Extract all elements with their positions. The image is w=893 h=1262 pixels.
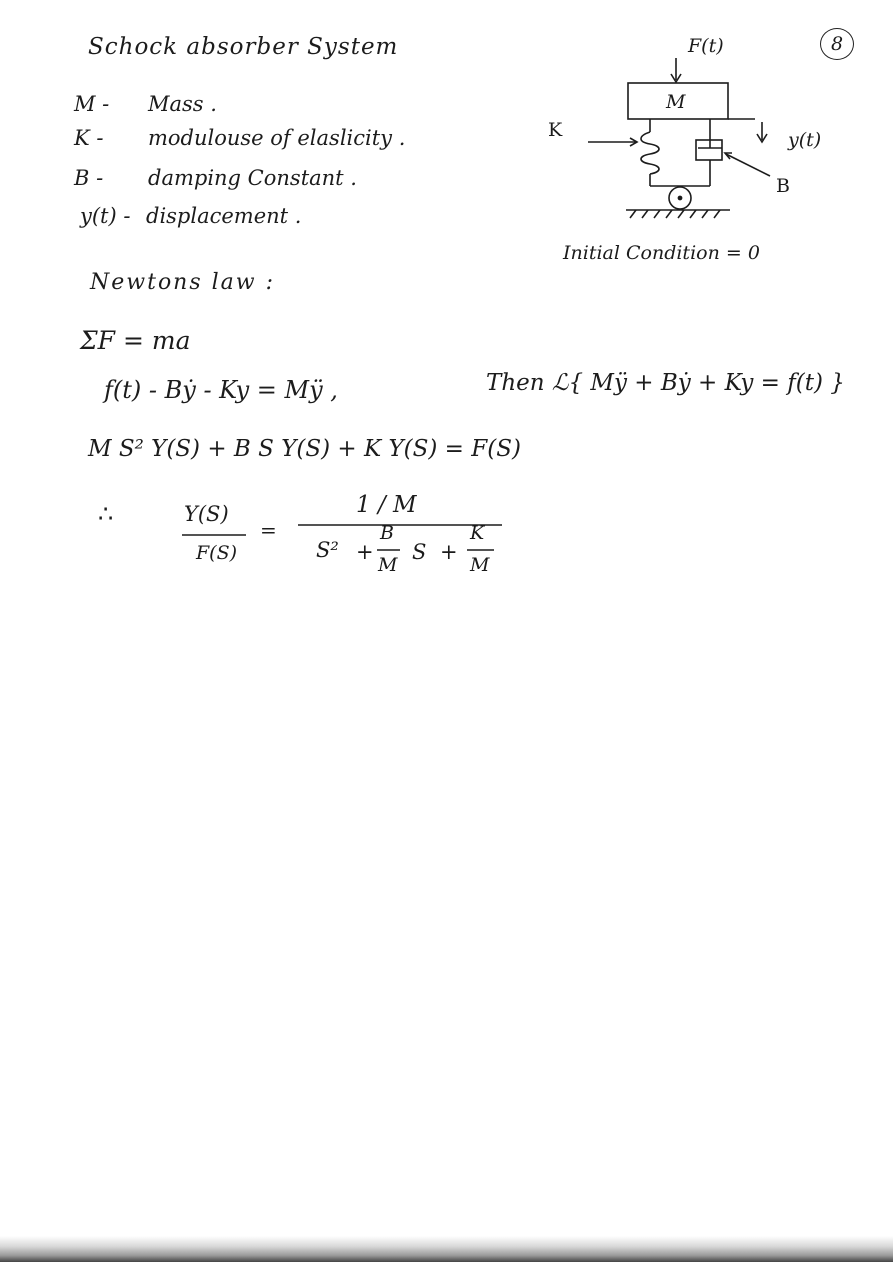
tf-equals-sign: =: [260, 518, 277, 542]
scan-bottom-edge: [0, 1236, 893, 1262]
definition-stiffness: [74, 126, 405, 150]
den-s-squared: S²: [316, 538, 339, 562]
force-label: F(t): [688, 35, 724, 57]
den-plus: +: [356, 540, 374, 564]
definition-damping: [74, 166, 357, 190]
definition-meaning: modulouse of elaslicity .: [148, 126, 406, 150]
definition-meaning: Mass .: [148, 92, 217, 116]
den-b-over-m-bar: [376, 548, 402, 552]
den-m: M: [470, 554, 490, 576]
den-m: M: [378, 554, 398, 576]
displacement-label: y(t): [788, 129, 822, 151]
sum-of-forces-equation: ΣF = ma: [80, 326, 191, 355]
definition-symbol: y(t) -: [80, 204, 131, 228]
definition-meaning: damping Constant .: [148, 166, 357, 190]
definition-symbol: B -: [74, 166, 104, 190]
den-k: K: [470, 522, 485, 544]
definition-meaning: displacement .: [146, 204, 302, 228]
page-title: Schock absorber System: [88, 34, 399, 60]
den-b: B: [380, 522, 394, 544]
definition-symbol: M -: [74, 92, 110, 116]
damper-label: B: [776, 175, 790, 197]
laplace-transform-equation: Then ℒ{ Mÿ + Bẏ + Ky = f(t) }: [486, 370, 845, 396]
den-s: S: [412, 540, 427, 564]
mass-label: M: [666, 91, 686, 113]
therefore-symbol: ∴: [98, 500, 114, 528]
tf-left-denominator: F(S): [196, 542, 238, 564]
page-number-badge: 8: [820, 28, 854, 60]
tf-right-numerator: 1 / M: [356, 492, 417, 518]
force-balance-equation: f(t) - Bẏ - Ky = Mÿ ,: [104, 376, 338, 404]
spring-label: K: [548, 119, 563, 141]
definition-displacement: [80, 204, 301, 228]
tf-left-numerator: Y(S): [184, 502, 229, 526]
s-domain-equation: M S² Y(S) + B S Y(S) + K Y(S) = F(S): [88, 436, 521, 462]
definition-symbol: K -: [74, 126, 104, 150]
definition-mass: [74, 92, 217, 116]
den-plus: +: [440, 540, 458, 564]
den-k-over-m-bar: [466, 548, 496, 552]
shock-absorber-diagram: [540, 28, 850, 238]
newtons-law-heading: Newtons law :: [90, 270, 276, 295]
initial-condition: Initial Condition = 0: [563, 242, 760, 264]
tf-left-fraction-bar: [180, 533, 250, 537]
